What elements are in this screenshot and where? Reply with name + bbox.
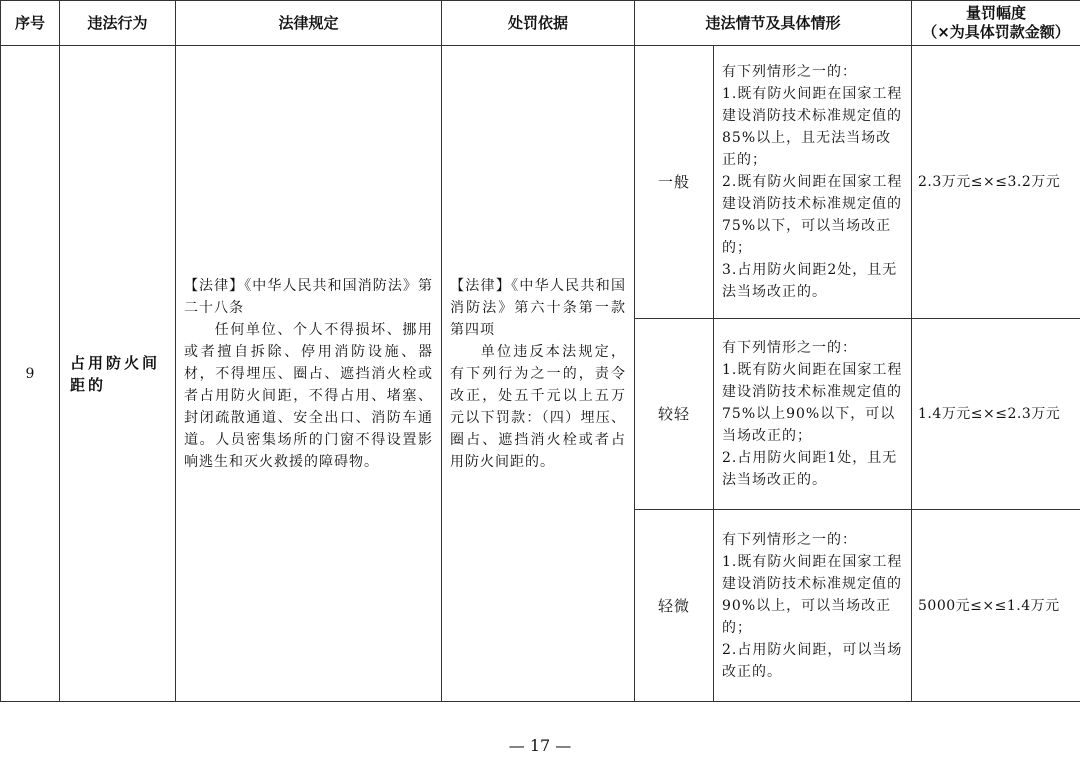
row-number: 9: [1, 46, 60, 702]
level-label: 一般: [635, 46, 714, 319]
fine-range: 2.3万元≤×≤3.2万元: [912, 46, 1080, 319]
header-range-line2: （×为具体罚款金额）: [922, 23, 1070, 41]
circumstance-intro: 有下列情形之一的：: [722, 64, 857, 80]
header-law: 法律规定: [176, 1, 442, 46]
header-range-line1: 量罚幅度: [966, 4, 1027, 22]
header-basis: 处罚依据: [442, 1, 635, 46]
level-label: 较轻: [635, 319, 714, 510]
header-no: 序号: [1, 1, 60, 46]
circumstance-item: 2.占用防火间距1处，且无法当场改正的。: [722, 450, 898, 488]
circumstance-intro: 有下列情形之一的：: [722, 531, 857, 548]
law-title: 【法律】《中华人民共和国消防法》第二十八条: [184, 277, 433, 316]
level-label: 轻微: [635, 510, 714, 702]
violation-act: 占用防火间距的: [60, 46, 176, 702]
header-act: 违法行为: [60, 1, 176, 46]
basis-text: 单位违反本法规定，有下列行为之一的，责令改正，处五千元以上五万元以下罚款：（四）埋压、圈占、遮挡消火栓或者占用防火间距的。: [450, 343, 626, 470]
circumstance-item: 1.既有防火间距在国家工程建设消防技术标准规定值的75%以上90%以下，可以当场改正的；: [722, 362, 903, 444]
basis-title: 【法律】《中华人民共和国消防法》第六十条第一款第四项: [450, 277, 626, 338]
circumstance-list: [714, 319, 912, 510]
header-range: [912, 1, 1080, 46]
fine-range: 1.4万元≤×≤2.3万元: [912, 319, 1080, 510]
law-provision: [176, 46, 442, 702]
page-number: — 17 —: [508, 736, 572, 755]
law-text: 任何单位、个人不得损坏、挪用或者擅自拆除、停用消防设施、器材，不得埋压、圈占、遮挡消火栓或者占用防火间距，不得占用、堵塞、封闭疏散通道、安全出口、消防车通道。人员密集场所的门窗不得设置影响逃生和灭火救援的障碍物。: [184, 321, 433, 470]
circumstance-item: 3.占用防火间距2处，且无法当场改正的。: [722, 262, 898, 300]
circumstance-item: 2.既有防火间距在国家工程建设消防技术标准规定值的75%以下，可以当场改正的；: [722, 174, 903, 256]
circumstance-list: [714, 510, 912, 702]
fine-range: 5000元≤×≤1.4万元: [912, 510, 1080, 702]
circumstance-item: 1.既有防火间距在国家工程建设消防技术标准规定值的90%以上，可以当场改正的；: [722, 553, 903, 636]
header-row: [1, 1, 1080, 46]
circumstance-list: [714, 46, 912, 319]
header-circumstances: 违法情节及具体情形: [635, 1, 912, 46]
penalty-basis: [442, 46, 635, 702]
circumstance-item: 1.既有防火间距在国家工程建设消防技术标准规定值的85%以上，且无法当场改正的；: [722, 86, 903, 168]
circumstance-item: 2.占用防火间距，可以当场改正的。: [722, 641, 903, 680]
circumstance-intro: 有下列情形之一的：: [722, 340, 857, 356]
table-row-level-1: [1, 46, 1080, 319]
